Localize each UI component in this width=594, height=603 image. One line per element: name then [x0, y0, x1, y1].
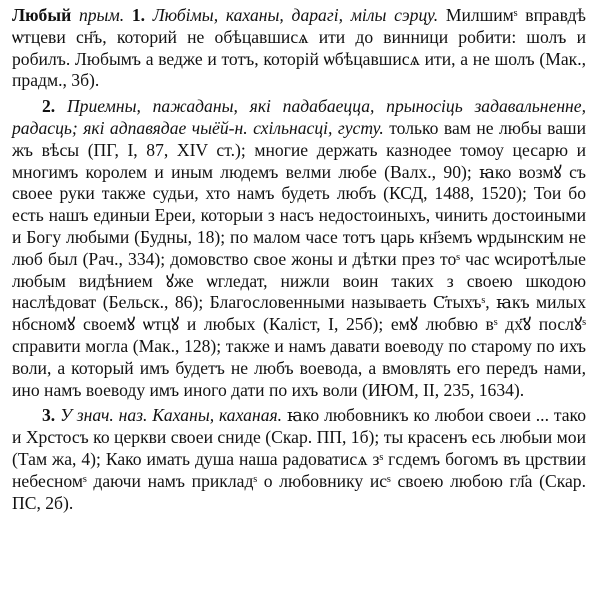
sense-definition: Любімы, каханы, дарагі, мілы сэрцу.: [152, 5, 439, 25]
sense-citations: только вам не любы ваши жъ вѣсы (ПГ, I, 87, XIV ст.); многие держать казнодее томоу цесарю и многимъ королем и иным людемъ велми любе (Валх., 90); ꙗко возмꙋ съ своее руки также судьи, хто намъ будеть любъ (КСД, 1488, 1520); Тои бо есть нашъ единыи Ереи, которыи з насъ недостоиныхъ, чинить достоиными и Богу любыми (Будны, 18); по малом часе тотъ царь кн҃земъ ѡрдынским не люб был (Рач., 334); домовство свое жоны и дѣтки през тоˢ час ѡсиротѣлые любым видѣнием ꙋже ѡгледат, нижли воин таких з своею шкодою наслѣдоват (Бельск., 86); Благословенными называеть С҃тыхъˢ, ꙗкъ милых нбсномꙋ своемꙋ ѡтцꙋ и любых (Каліст, I, 25б); емꙋ любвю вˢ дх҃ꙋ послꙋˢ справити могла (Мак., 128); также и намъ давати воеводу по старому по ихъ воли, а который имъ будетъ не любъ воевода, а вмовлять его передъ нами, ино намъ воеводу имъ иного дати по ихъ воли (ИЮМ, II, 235, 1634).: [12, 117, 586, 400]
sense-3: [12, 405, 586, 514]
sense-number: 1.: [131, 5, 146, 25]
sense-number: 3.: [42, 405, 56, 426]
headword: Любый: [12, 5, 72, 25]
sense-definition: У знач. наз. Каханы, каханая.: [60, 405, 283, 426]
sense-number: 2.: [42, 96, 56, 117]
sense-2: [12, 96, 586, 401]
sense-citations: Милшимˢ вправдѣ ѡтцеви сн҃ъ, которий не обѣцавшисѧ ити до винници робити: шолъ и робилъ. Любымъ а ведже и тотъ, которій ѡбѣцавшисѧ ити, а не шолъ (Мак., прадм., 3б).: [12, 5, 586, 91]
part-of-speech: прым.: [78, 5, 125, 25]
sense-1: [12, 5, 586, 92]
sense-definition: Приемны, пажаданы, які падабаецца, прыносіць задавальненне, радасць; які адпавядае чыёй-н. схільнасці, густу.: [12, 96, 586, 138]
sense-citations: ꙗко любовникъ ко любои своеи ... тако и Хрстосъ ко церкви своеи сниде (Скар. ПП, 1б); ты красенъ есь любыи мои (Там жа, 4); Како имать душа наша радоватисѧ зˢ гсдемъ богомъ въ црствии небесномˢ даючи намъ прикладˢ о любовнику исˢ своею любою гл҃а (Скар. ПС, 2б).: [12, 405, 586, 513]
